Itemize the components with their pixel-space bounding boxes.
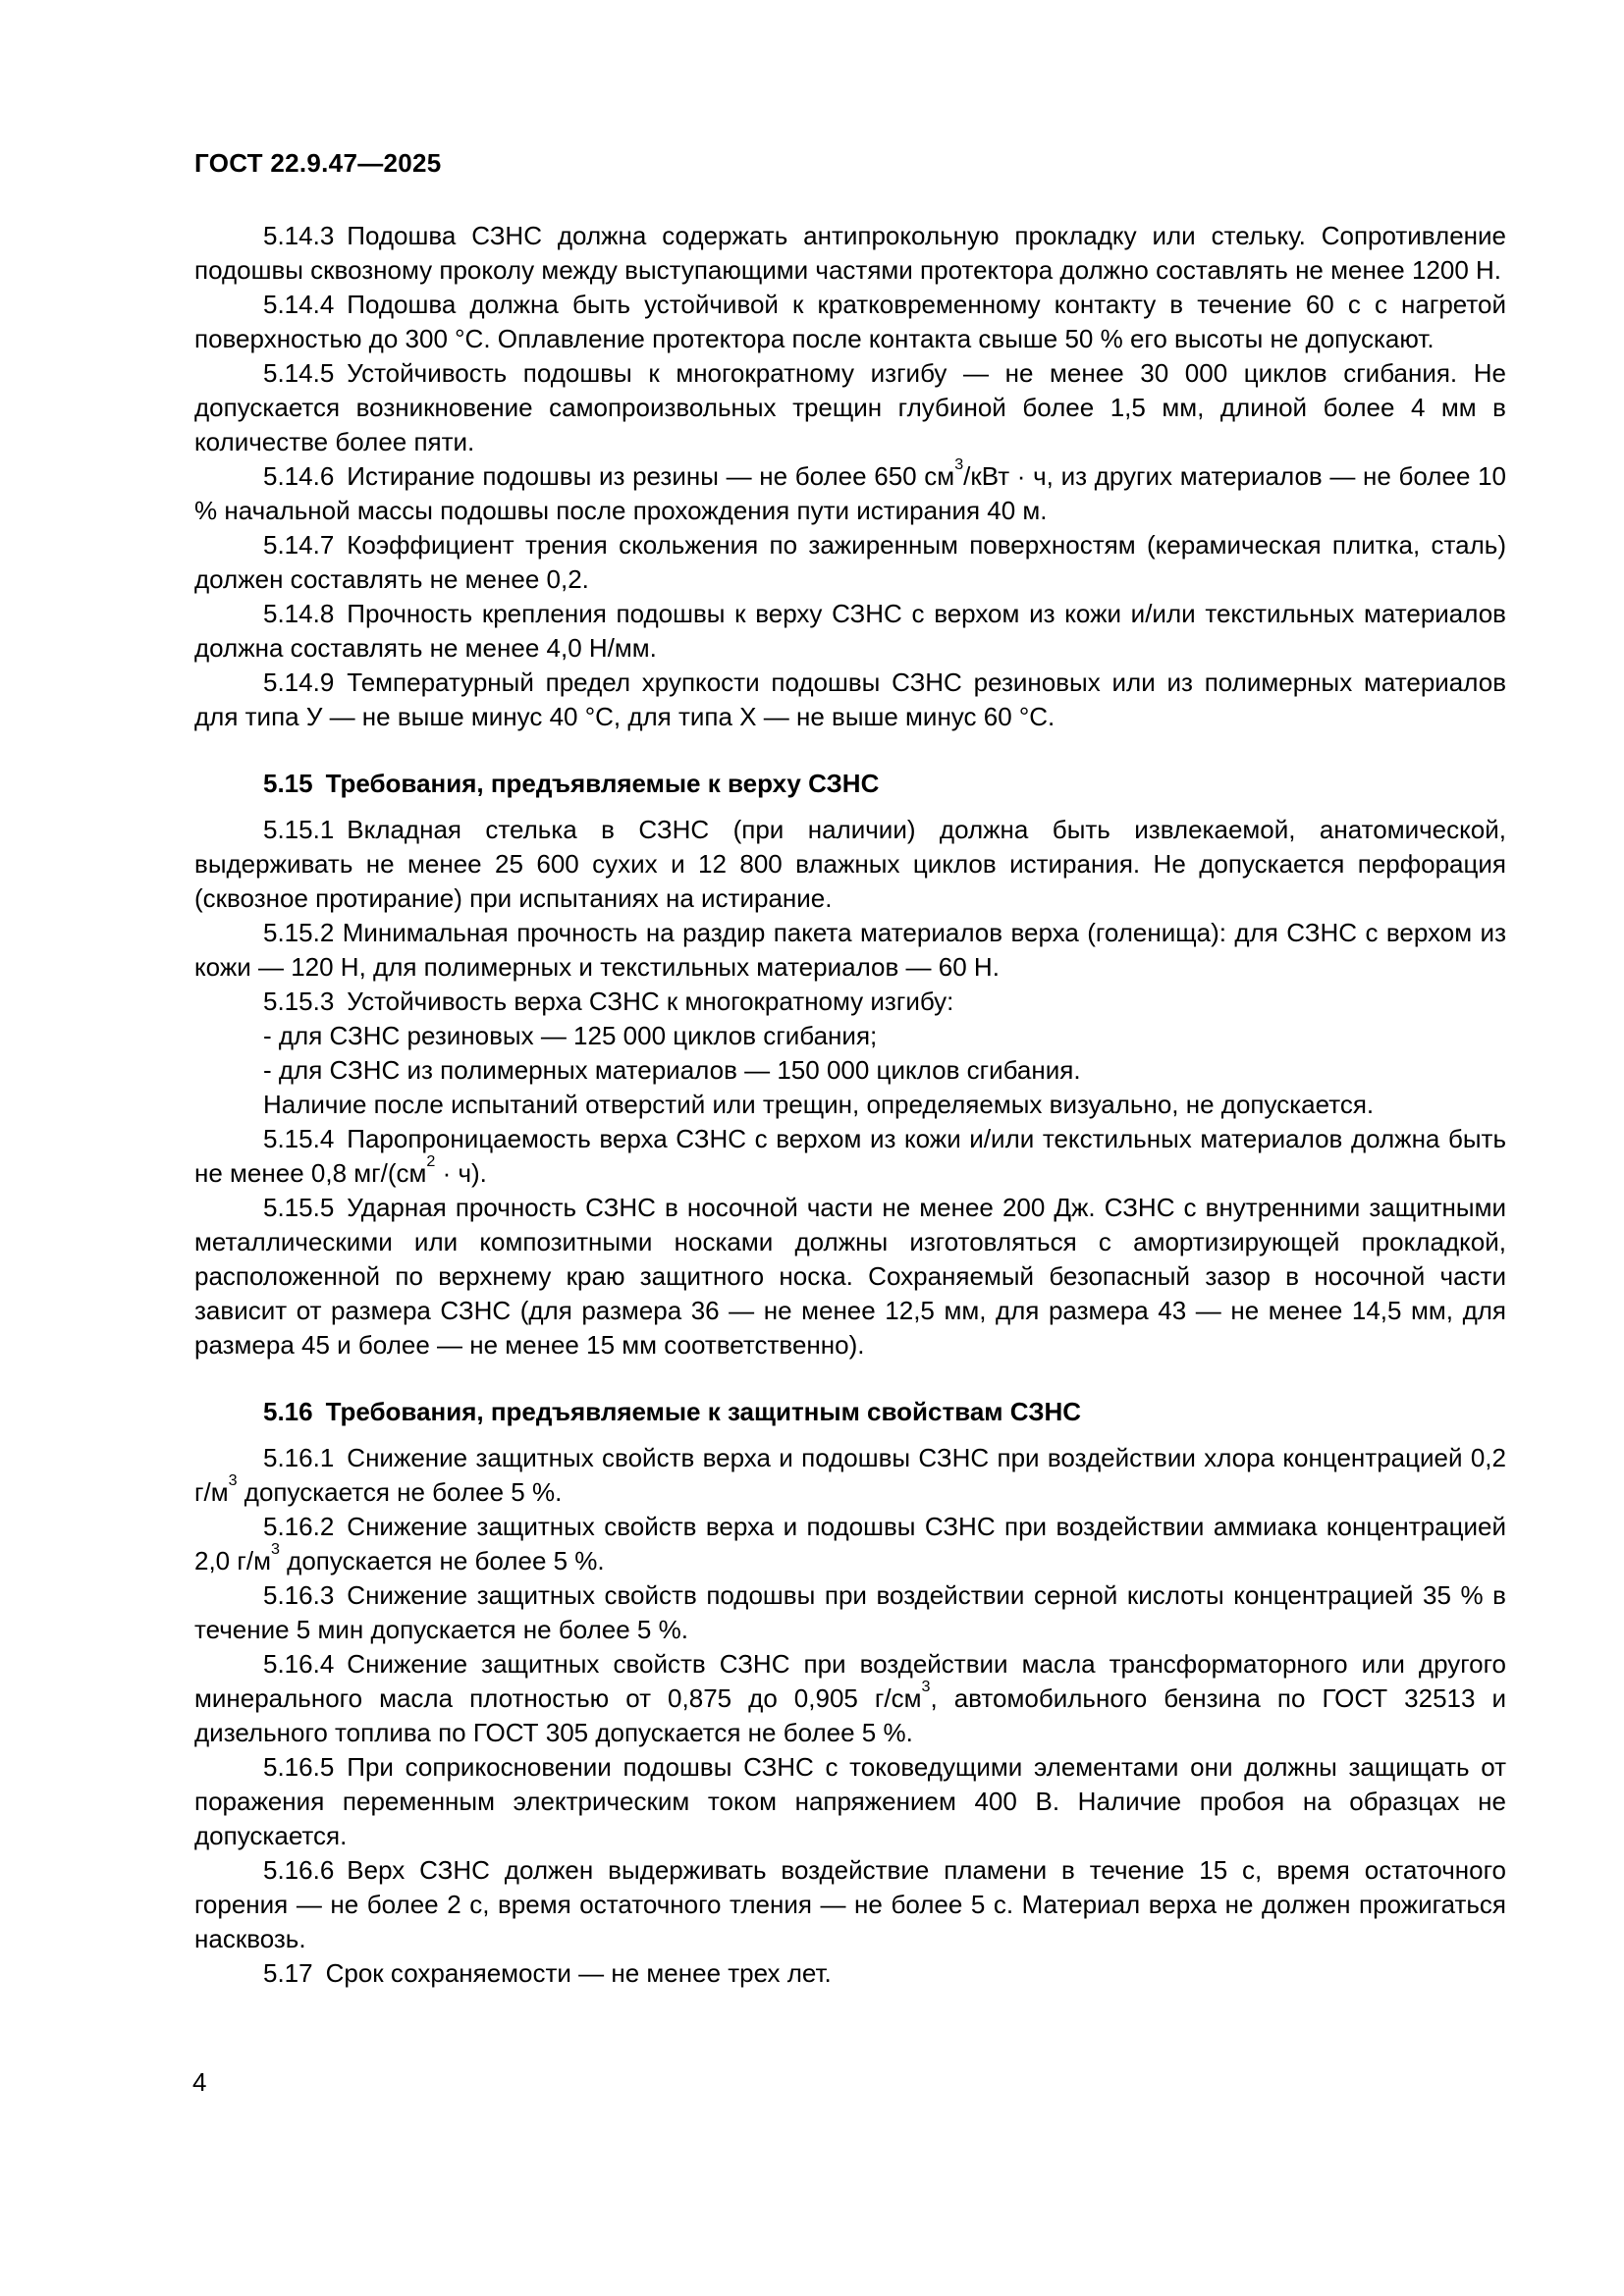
paragraph: 5.14.6 Истирание подошвы из резины — не более 650 $см^3$/кВт · ч, из других материалов — не более 10 % начальной массы подошвы после прохождения пути истирания 40 м. xyxy=(194,454,1506,525)
paragraph: 5.16.4 Снижение защитных свойств СЗНС при воздействии масла трансформаторного или другого минерального масла плотностью от 0,875 до 0,905 $г/см^3$, автомобильного бензина по ГОСТ 32513 и дизельного топлива по ГОСТ 305 допускается не более 5 %. xyxy=(194,1649,1507,1747)
superscript: 3 xyxy=(921,1677,931,1695)
superscript: 3 xyxy=(270,1539,280,1558)
superscript: 2 xyxy=(426,1151,436,1170)
paragraph: - для СЗНС из полимерных материалов — 150 000 циклов сгибания. xyxy=(263,1055,1081,1085)
paragraph: 5.16.5 При соприкосновении подошвы СЗНС с токоведущими элементами они должны защищать от поражения переменным электрическим током напряжением 400 В. Наличие пробоя на образцах не допускается. xyxy=(194,1752,1506,1850)
paragraph: 5.15.4 Паропроницаемость верха СЗНС с верхом из кожи и/или текстильных материалов должна быть не менее 0,8 $мг/(см^2 \cdot ч)$. xyxy=(194,1124,1506,1188)
paragraph: 5.14.3 Подошва СЗНС должна содержать антипрокольную прокладку или стельку. Сопротивление подошвы сквозному проколу между выступающими частями протектора должно составлять не менее 1200 Н. xyxy=(194,221,1506,285)
paragraph: Наличие после испытаний отверстий или трещин, определяемых визуально, не допускается. xyxy=(263,1090,1375,1119)
paragraph: 5.16.1 Снижение защитных свойств верха и подошвы СЗНС при воздействии хлора концентрацией 0,2 $г/м^3$ допускается не более 5 %. xyxy=(194,1443,1506,1507)
paragraph: 5.14.7 Коэффициент трения скольжения по зажиренным поверхностям (керамическая плитка, сталь) должен составлять не менее 0,2. xyxy=(194,530,1506,594)
document-body xyxy=(194,219,1506,1991)
section-heading: 5.16 Требования, предъявляемые к защитным свойствам СЗНС xyxy=(263,1397,1082,1426)
paragraph: 5.15.1 Вкладная стелька в СЗНС (при наличии) должна быть извлекаемой, анатомической, выдерживать не менее 25 600 сухих и 12 800 влажных циклов истирания. Не допускается перфорация (сквозное протирание) при испытаниях на истирание. xyxy=(194,815,1506,913)
paragraph: 5.15.2 Минимальная прочность на раздир пакета материалов верха (голенища): для СЗНС с верхом из кожи — 120 Н, для полимерных и текстильных материалов — 60 Н. xyxy=(194,918,1506,982)
section-heading: 5.15 Требования, предъявляемые к верху СЗНС xyxy=(263,769,880,798)
page-number: 4 xyxy=(192,2067,207,2097)
paragraph: 5.14.4 Подошва должна быть устойчивой к кратковременному контакту в течение 60 с с нагретой поверхностью до 300 °С. Оплавление протектора после контакта свыше 50 % его высоты не допускают. xyxy=(194,290,1506,353)
paragraph: 5.16.6 Верх СЗНС должен выдерживать воздействие пламени в течение 15 с, время остаточного горения — не более 2 с, время остаточного тления — не более 5 с. Материал верха не должен прожигаться насквозь. xyxy=(194,1855,1506,1953)
paragraph: 5.15.5 Ударная прочность СЗНС в носочной части не менее 200 Дж. СЗНС с внутренними защитными металлическими или композитными носками должны изготовляться с амортизирующей прокладкой, расположенной по верхнему краю защитного носка. Сохраняемый безопасный зазор в носочной части зависит от размера СЗНС (для размера 36 — не менее 12,5 мм, для размера 43 — не менее 14,5 мм, для размера 45 и более — не менее 15 мм соответственно). xyxy=(194,1193,1506,1360)
paragraph: 5.14.5 Устойчивость подошвы к многократному изгибу — не менее 30 000 циклов сгибания. Не допускается возникновение самопроизвольных трещин глубиной более 1,5 мм, длиной более 4 мм в количестве более пяти. xyxy=(194,358,1506,456)
standard-designation-header: ГОСТ 22.9.47—2025 xyxy=(194,148,442,178)
superscript: 3 xyxy=(228,1470,238,1489)
paragraph: 5.14.8 Прочность крепления подошвы к верху СЗНС с верхом из кожи и/или текстильных материалов должна составлять не менее 4,0 Н/мм. xyxy=(194,599,1506,663)
superscript: 3 xyxy=(954,454,964,473)
paragraph: 5.17 Срок сохраняемости — не менее трех лет. xyxy=(263,1958,832,1988)
paragraph: 5.15.3 Устойчивость верха СЗНС к многократному изгибу: xyxy=(263,987,954,1016)
paragraph: 5.16.3 Снижение защитных свойств подошвы при воздействии серной кислоты концентрацией 35 % в течение 5 мин допускается не более 5 %. xyxy=(194,1580,1506,1644)
paragraph: 5.16.2 Снижение защитных свойств верха и подошвы СЗНС при воздействии аммиака концентрацией 2,0 $г/м^3$ допускается не более 5 %. xyxy=(194,1512,1506,1575)
paragraph: 5.14.9 Температурный предел хрупкости подошвы СЗНС резиновых или из полимерных материалов для типа У — не выше минус 40 °С, для типа Х — не выше минус 60 °С. xyxy=(194,667,1506,731)
paragraph: - для СЗНС резиновых — 125 000 циклов сгибания; xyxy=(263,1021,878,1050)
